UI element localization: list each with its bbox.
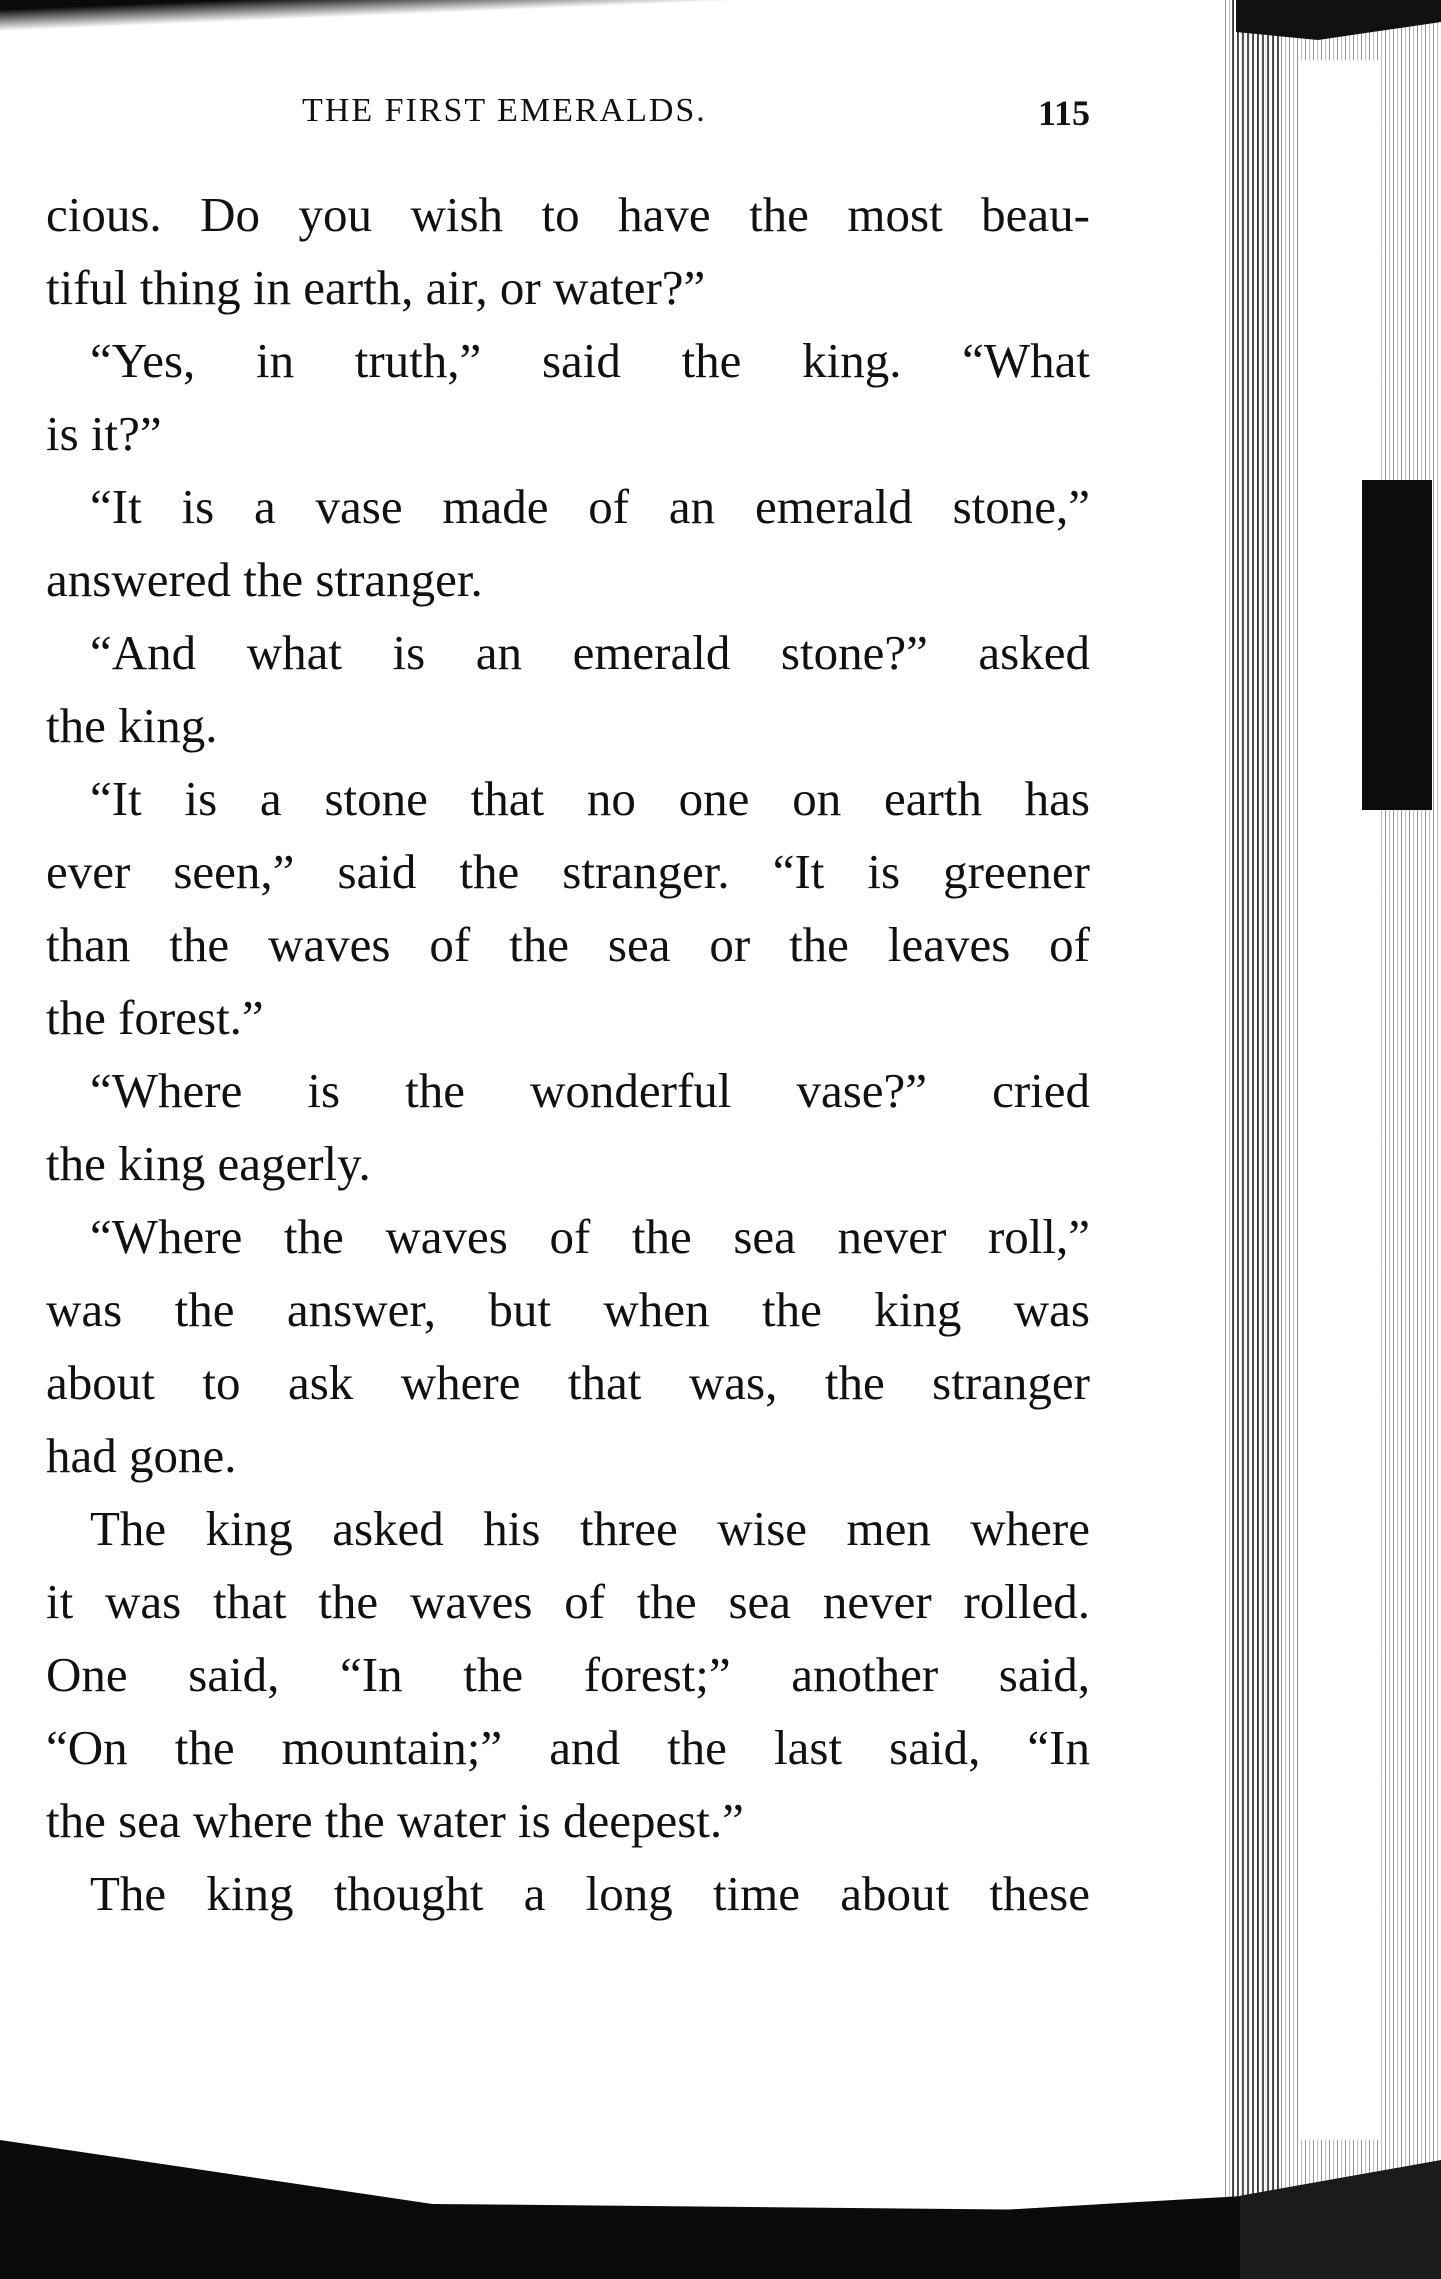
running-title: THE FIRST EMERALDS. [302, 92, 707, 129]
text-line: answered the stranger. [46, 552, 483, 607]
text-line: “It is a stone that no one on earth has [90, 771, 1090, 826]
text-line: “Where is the wonderful vase?” cried [90, 1063, 1090, 1118]
text-line: than the waves of the sea or the leaves of [46, 917, 1090, 972]
running-head [46, 92, 1090, 136]
text-line: “And what is an emerald stone?” asked [90, 625, 1090, 680]
text-line: The king thought a long time about these [90, 1866, 1090, 1921]
text-line: “Yes, in truth,” said the king. “What [90, 333, 1090, 388]
text-line: ever seen,” said the stranger. “It is greener [46, 844, 1090, 899]
book-gutter-lines [1232, 0, 1280, 2279]
text-line: had gone. [46, 1428, 237, 1483]
text-line: the sea where the water is deepest.” [46, 1793, 744, 1848]
text-line: “It is a vase made of an emerald stone,” [90, 479, 1090, 534]
text-line: the king. [46, 698, 218, 753]
book-gutter-highlight [1300, 60, 1380, 2140]
text-line: tiful thing in earth, air, or water?” [46, 260, 706, 315]
text-line: it was that the waves of the sea never rolled. [46, 1574, 1090, 1629]
text-line: One said, “In the forest;” another said, [46, 1647, 1090, 1702]
text-line: “Where the waves of the sea never roll,” [90, 1209, 1090, 1264]
text-line: the forest.” [46, 990, 264, 1045]
text-line: is it?” [46, 406, 162, 461]
text-line: about to ask where that was, the stranger [46, 1355, 1090, 1410]
text-line: the king eagerly. [46, 1136, 371, 1191]
text-line: cious. Do you wish to have the most beau- [46, 187, 1090, 242]
text-line: was the answer, but when the king was [46, 1282, 1090, 1337]
text-line: “On the mountain;” and the last said, “In [46, 1720, 1090, 1775]
text-line: The king asked his three wise men where [90, 1501, 1090, 1556]
book-spine-dark-mark [1362, 480, 1432, 810]
page-number: 115 [1037, 93, 1090, 133]
page-body [46, 178, 1090, 1930]
